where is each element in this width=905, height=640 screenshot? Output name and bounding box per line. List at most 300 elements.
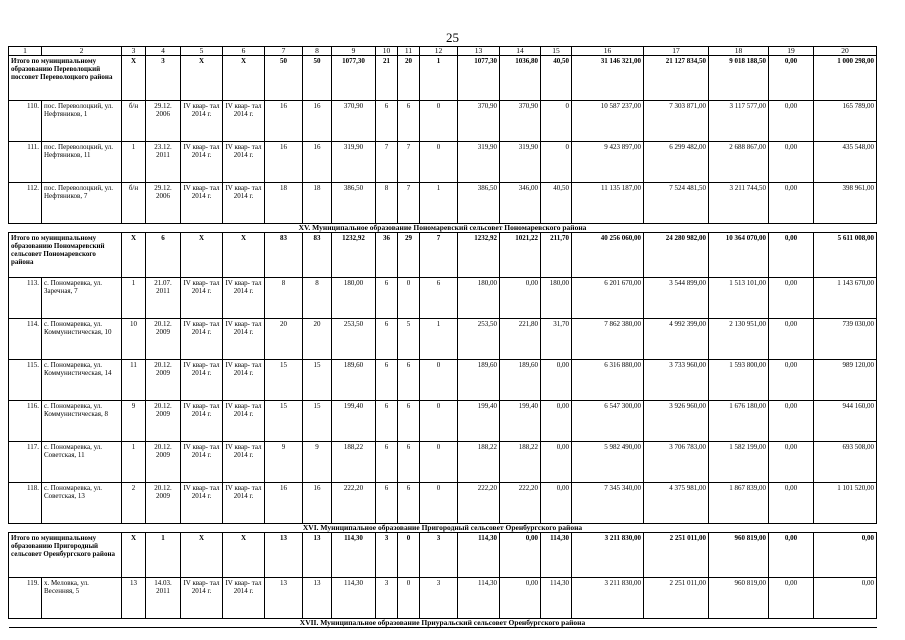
row-number-cell: 116. <box>9 401 42 442</box>
subtotal-cell: 1 000 298,00 <box>814 56 877 101</box>
row-number-cell: 113. <box>9 278 42 319</box>
table-cell: 10 587 237,00 <box>572 101 644 142</box>
table-cell: IV квар- тал 2014 г. <box>181 578 223 619</box>
table-cell: 31,70 <box>541 319 572 360</box>
table-cell: 7 862 380,00 <box>572 319 644 360</box>
table-cell: 14.03. 2011 <box>146 578 181 619</box>
table-cell: 5 <box>398 319 420 360</box>
table-cell: 11 135 187,00 <box>572 183 644 224</box>
subtotal-cell: 1036,80 <box>500 56 541 101</box>
table-cell: 199,40 <box>332 401 376 442</box>
column-number-cell: 12 <box>420 47 458 56</box>
table-cell: 435 548,00 <box>814 142 877 183</box>
column-number-cell: 7 <box>265 47 303 56</box>
table-cell: 7 <box>398 142 420 183</box>
subtotal-cell: 3 <box>420 533 458 578</box>
table-cell: 739 030,00 <box>814 319 877 360</box>
address-cell: с. Пономаревка, ул. Коммунистическая, 10 <box>42 319 122 360</box>
table-cell: 1 101 520,00 <box>814 483 877 524</box>
subtotal-cell: 1 <box>420 56 458 101</box>
table-cell: б/н <box>122 101 146 142</box>
subtotal-label: Итого по муниципальному образованию Пономаревский сельсовет Пономаревского района <box>9 233 122 278</box>
table-cell: 3 733 960,00 <box>644 360 709 401</box>
subtotal-cell: 20 <box>398 56 420 101</box>
column-number-cell: 9 <box>332 47 376 56</box>
table-cell: 6 <box>398 442 420 483</box>
subtotal-cell: 114,30 <box>458 533 500 578</box>
table-cell: 0,00 <box>541 483 572 524</box>
subtotal-cell: 0,00 <box>769 233 814 278</box>
table-cell: 0,00 <box>541 360 572 401</box>
table-cell: 6 <box>376 401 398 442</box>
table-cell: 40,50 <box>541 183 572 224</box>
table-cell: 1 593 800,00 <box>709 360 769 401</box>
table-cell: IV квар- тал 2014 г. <box>223 142 265 183</box>
table-cell: 20.12. 2009 <box>146 401 181 442</box>
table-cell: 386,50 <box>332 183 376 224</box>
table-cell: 3 544 899,00 <box>644 278 709 319</box>
subtotal-cell: 9 018 188,50 <box>709 56 769 101</box>
subtotal-cell: X <box>122 56 146 101</box>
table-cell: 1 <box>122 442 146 483</box>
table-cell: 0,00 <box>769 101 814 142</box>
subtotal-cell: 40,50 <box>541 56 572 101</box>
table-cell: 222,20 <box>500 483 541 524</box>
address-cell: с. Пономаревка, ул. Коммунистическая, 14 <box>42 360 122 401</box>
table-cell: 13 <box>122 578 146 619</box>
table-cell: 180,00 <box>541 278 572 319</box>
subtotal-cell: 10 364 070,00 <box>709 233 769 278</box>
table-cell: IV квар- тал 2014 г. <box>223 319 265 360</box>
subtotal-cell: 24 280 982,00 <box>644 233 709 278</box>
table-cell: 9 <box>265 442 303 483</box>
table-cell: IV квар- тал 2014 г. <box>181 483 223 524</box>
housing-program-table <box>8 46 877 628</box>
table-cell: 253,50 <box>458 319 500 360</box>
table-cell: 180,00 <box>332 278 376 319</box>
table-cell: IV квар- тал 2014 г. <box>181 101 223 142</box>
table-cell: 199,40 <box>500 401 541 442</box>
table-cell: 3 <box>376 578 398 619</box>
subtotal-row <box>9 233 877 278</box>
table-cell: 8 <box>376 183 398 224</box>
table-cell: 15 <box>303 401 332 442</box>
table-cell: 1 <box>122 142 146 183</box>
table-cell: 2 <box>122 483 146 524</box>
subtotal-cell: 960 819,00 <box>709 533 769 578</box>
table-cell: 1 <box>420 319 458 360</box>
table-cell: 370,90 <box>332 101 376 142</box>
column-number-cell: 14 <box>500 47 541 56</box>
table-cell: 1 867 839,00 <box>709 483 769 524</box>
table-cell: 16 <box>303 101 332 142</box>
table-cell: 114,30 <box>541 578 572 619</box>
table-cell: 0 <box>420 442 458 483</box>
column-number-cell: 19 <box>769 47 814 56</box>
column-number-cell: 3 <box>122 47 146 56</box>
table-cell: 944 160,00 <box>814 401 877 442</box>
table-cell: 6 <box>376 278 398 319</box>
table-cell: 0,00 <box>500 278 541 319</box>
column-number-cell: 13 <box>458 47 500 56</box>
column-number-cell: 6 <box>223 47 265 56</box>
table-cell: 21.07. 2011 <box>146 278 181 319</box>
table-cell: 319,90 <box>500 142 541 183</box>
table-cell: 6 <box>398 401 420 442</box>
table-cell: 6 547 300,00 <box>572 401 644 442</box>
subtotal-cell: 1232,92 <box>332 233 376 278</box>
table-row <box>9 578 877 619</box>
table-cell: 0 <box>420 101 458 142</box>
table-cell: 11 <box>122 360 146 401</box>
column-number-cell: 1 <box>9 47 42 56</box>
table-cell: 189,60 <box>458 360 500 401</box>
table-cell: 0,00 <box>541 442 572 483</box>
column-number-cell: 4 <box>146 47 181 56</box>
table-cell: IV квар- тал 2014 г. <box>223 401 265 442</box>
subtotal-cell: 0,00 <box>769 56 814 101</box>
column-number-row <box>9 47 877 56</box>
subtotal-cell: 50 <box>265 56 303 101</box>
section-title: XVI. Муниципальное образование Пригородный сельсовет Оренбургского района <box>9 524 877 533</box>
subtotal-cell: X <box>181 233 223 278</box>
subtotal-cell: 3 <box>376 533 398 578</box>
table-cell: 3 211 830,00 <box>572 578 644 619</box>
subtotal-cell: X <box>122 533 146 578</box>
row-number-cell: 112. <box>9 183 42 224</box>
table-cell: 16 <box>265 483 303 524</box>
table-cell: IV квар- тал 2014 г. <box>181 183 223 224</box>
table-cell: 0 <box>541 142 572 183</box>
row-number-cell: 117. <box>9 442 42 483</box>
table-cell: 0 <box>398 578 420 619</box>
address-cell: с. Пономаревка, ул. Заречная, 7 <box>42 278 122 319</box>
subtotal-cell: 3 <box>146 56 181 101</box>
table-cell: 15 <box>265 401 303 442</box>
subtotal-cell: 114,30 <box>541 533 572 578</box>
table-cell: 989 120,00 <box>814 360 877 401</box>
table-cell: 6 299 482,00 <box>644 142 709 183</box>
table-cell: 13 <box>265 578 303 619</box>
table-cell: 180,00 <box>458 278 500 319</box>
table-cell: IV квар- тал 2014 г. <box>223 360 265 401</box>
table-cell: 319,90 <box>458 142 500 183</box>
table-cell: 386,50 <box>458 183 500 224</box>
table-cell: 189,60 <box>332 360 376 401</box>
table-cell: 370,90 <box>458 101 500 142</box>
table-cell: 7 524 481,50 <box>644 183 709 224</box>
table-cell: 6 <box>376 483 398 524</box>
address-cell: с. Пономаревка, ул. Советская, 11 <box>42 442 122 483</box>
table-cell: 0,00 <box>814 578 877 619</box>
table-cell: 29.12. 2006 <box>146 183 181 224</box>
table-cell: 6 <box>376 319 398 360</box>
subtotal-cell: 0,00 <box>500 533 541 578</box>
table-cell: 0 <box>420 401 458 442</box>
subtotal-cell: X <box>181 56 223 101</box>
table-cell: 0,00 <box>500 578 541 619</box>
table-cell: 319,90 <box>332 142 376 183</box>
table-cell: 0,00 <box>769 578 814 619</box>
table-cell: 0,00 <box>769 360 814 401</box>
table-cell: 6 <box>376 360 398 401</box>
table-cell: 960 819,00 <box>709 578 769 619</box>
table-cell: 15 <box>265 360 303 401</box>
table-cell: 693 508,00 <box>814 442 877 483</box>
subtotal-cell: 36 <box>376 233 398 278</box>
table-cell: 15 <box>303 360 332 401</box>
table-cell: 10 <box>122 319 146 360</box>
table-cell: 7 <box>398 183 420 224</box>
table-row <box>9 101 877 142</box>
table-cell: 20.12. 2009 <box>146 319 181 360</box>
table-cell: 9 <box>303 442 332 483</box>
table-cell: 0 <box>420 483 458 524</box>
column-number-cell: 11 <box>398 47 420 56</box>
table-cell: IV квар- тал 2014 г. <box>223 101 265 142</box>
table-cell: 1 143 670,00 <box>814 278 877 319</box>
address-cell: с. Пономаревка, ул. Коммунистическая, 8 <box>42 401 122 442</box>
table-cell: 20.12. 2009 <box>146 442 181 483</box>
table-cell: 6 <box>398 483 420 524</box>
address-cell: с. Пономаревка, ул. Советская, 13 <box>42 483 122 524</box>
table-cell: 7 303 871,00 <box>644 101 709 142</box>
table-row <box>9 483 877 524</box>
table-cell: 0,00 <box>769 183 814 224</box>
column-number-cell: 2 <box>42 47 122 56</box>
table-cell: IV квар- тал 2014 г. <box>223 278 265 319</box>
column-number-cell: 10 <box>376 47 398 56</box>
row-number-cell: 115. <box>9 360 42 401</box>
table-cell: 114,30 <box>458 578 500 619</box>
table-cell: 8 <box>303 278 332 319</box>
table-cell: 221,80 <box>500 319 541 360</box>
table-cell: 0,00 <box>769 401 814 442</box>
table-cell: IV квар- тал 2014 г. <box>223 483 265 524</box>
table-row <box>9 360 877 401</box>
table-row <box>9 401 877 442</box>
table-cell: 16 <box>303 142 332 183</box>
table-cell: 0,00 <box>769 278 814 319</box>
table-cell: 188,22 <box>458 442 500 483</box>
table-cell: 188,22 <box>500 442 541 483</box>
row-number-cell: 114. <box>9 319 42 360</box>
subtotal-label: Итого по муниципальному образованию Переволоцкий поссовет Переволоцкого района <box>9 56 122 101</box>
table-cell: 0,00 <box>769 319 814 360</box>
subtotal-cell: X <box>223 233 265 278</box>
table-cell: 20.12. 2009 <box>146 360 181 401</box>
table-cell: 222,20 <box>458 483 500 524</box>
table-row <box>9 278 877 319</box>
table-cell: 2 130 951,00 <box>709 319 769 360</box>
subtotal-cell: X <box>223 533 265 578</box>
subtotal-cell: 1232,92 <box>458 233 500 278</box>
subtotal-cell: 2 251 011,00 <box>644 533 709 578</box>
table-cell: 5 982 490,00 <box>572 442 644 483</box>
row-number-cell: 111. <box>9 142 42 183</box>
table-cell: 370,90 <box>500 101 541 142</box>
table-cell: 8 <box>265 278 303 319</box>
section-header-row <box>9 524 877 533</box>
subtotal-cell: 0,00 <box>769 533 814 578</box>
table-cell: 7 345 340,00 <box>572 483 644 524</box>
table-cell: 23.12. 2011 <box>146 142 181 183</box>
subtotal-cell: 83 <box>265 233 303 278</box>
subtotal-cell: 31 146 321,00 <box>572 56 644 101</box>
subtotal-cell: 13 <box>303 533 332 578</box>
subtotal-cell: X <box>223 56 265 101</box>
column-number-cell: 16 <box>572 47 644 56</box>
table-cell: 9 <box>122 401 146 442</box>
table-cell: 0,00 <box>769 142 814 183</box>
address-cell: пос. Переволоцкий, ул. Нефтяников, 1 <box>42 101 122 142</box>
subtotal-cell: 0 <box>398 533 420 578</box>
subtotal-cell: 211,70 <box>541 233 572 278</box>
table-cell: 2 251 011,00 <box>644 578 709 619</box>
table-cell: IV квар- тал 2014 г. <box>181 142 223 183</box>
table-cell: 3 926 960,00 <box>644 401 709 442</box>
table-cell: 0 <box>398 278 420 319</box>
section-title: XV. Муниципальное образование Пономаревский сельсовет Пономаревского района <box>9 224 877 233</box>
table-cell: IV квар- тал 2014 г. <box>181 360 223 401</box>
table-cell: 6 <box>376 101 398 142</box>
table-cell: 20 <box>303 319 332 360</box>
table-cell: 3 211 744,50 <box>709 183 769 224</box>
table-cell: 4 992 399,00 <box>644 319 709 360</box>
table-cell: 1 676 180,00 <box>709 401 769 442</box>
subtotal-label: Итого по муниципальному образованию Пригородный сельсовет Оренбургского района <box>9 533 122 578</box>
table-cell: IV квар- тал 2014 г. <box>181 319 223 360</box>
subtotal-cell: X <box>122 233 146 278</box>
table-cell: 4 375 981,00 <box>644 483 709 524</box>
column-number-cell: 8 <box>303 47 332 56</box>
table-cell: 13 <box>303 578 332 619</box>
subtotal-cell: 13 <box>265 533 303 578</box>
table-cell: 6 201 670,00 <box>572 278 644 319</box>
subtotal-cell: 29 <box>398 233 420 278</box>
section-header-row <box>9 619 877 628</box>
subtotal-cell: 7 <box>420 233 458 278</box>
table-cell: 18 <box>265 183 303 224</box>
page-number: 25 <box>446 30 459 45</box>
table-cell: IV квар- тал 2014 г. <box>181 278 223 319</box>
subtotal-cell: 1 <box>146 533 181 578</box>
subtotal-cell: 3 211 830,00 <box>572 533 644 578</box>
table-cell: 0 <box>541 101 572 142</box>
row-number-cell: 110. <box>9 101 42 142</box>
table-cell: 9 423 897,00 <box>572 142 644 183</box>
table-cell: IV квар- тал 2014 г. <box>223 183 265 224</box>
table-cell: IV квар- тал 2014 г. <box>181 442 223 483</box>
table-cell: IV квар- тал 2014 г. <box>223 442 265 483</box>
table-row <box>9 142 877 183</box>
table-cell: 0 <box>420 360 458 401</box>
table-cell: 6 <box>398 101 420 142</box>
subtotal-cell: 0,00 <box>814 533 877 578</box>
table-cell: 189,60 <box>500 360 541 401</box>
subtotal-cell: 5 611 008,00 <box>814 233 877 278</box>
table-cell: б/н <box>122 183 146 224</box>
table-cell: 398 961,00 <box>814 183 877 224</box>
table-cell: 7 <box>376 142 398 183</box>
table-cell: 16 <box>265 142 303 183</box>
table-cell: 0,00 <box>541 401 572 442</box>
subtotal-cell: 1077,30 <box>458 56 500 101</box>
table-cell: 2 688 867,00 <box>709 142 769 183</box>
column-number-cell: 18 <box>709 47 769 56</box>
table-cell: 165 789,00 <box>814 101 877 142</box>
table-cell: 3 706 783,00 <box>644 442 709 483</box>
table-cell: 1 513 101,00 <box>709 278 769 319</box>
table-cell: 18 <box>303 183 332 224</box>
address-cell: пос. Переволоцкий, ул. Нефтяников, 11 <box>42 142 122 183</box>
subtotal-row <box>9 533 877 578</box>
address-cell: х. Меловка, ул. Весенняя, 5 <box>42 578 122 619</box>
table-cell: 6 316 880,00 <box>572 360 644 401</box>
table-cell: 6 <box>398 360 420 401</box>
table-cell: 20.12. 2009 <box>146 483 181 524</box>
table-cell: 20 <box>265 319 303 360</box>
column-number-cell: 15 <box>541 47 572 56</box>
table-row <box>9 319 877 360</box>
table-cell: 188,22 <box>332 442 376 483</box>
subtotal-cell: 114,30 <box>332 533 376 578</box>
table-cell: 0,00 <box>769 442 814 483</box>
column-number-cell: 20 <box>814 47 877 56</box>
subtotal-cell: 21 127 834,50 <box>644 56 709 101</box>
subtotal-cell: 83 <box>303 233 332 278</box>
table-body <box>9 47 877 628</box>
row-number-cell: 119. <box>9 578 42 619</box>
subtotal-cell: 50 <box>303 56 332 101</box>
table-cell: 222,20 <box>332 483 376 524</box>
subtotal-cell: 40 256 060,00 <box>572 233 644 278</box>
table-cell: 253,50 <box>332 319 376 360</box>
subtotal-cell: X <box>181 533 223 578</box>
table-cell: 346,00 <box>500 183 541 224</box>
column-number-cell: 17 <box>644 47 709 56</box>
table-cell: IV квар- тал 2014 г. <box>223 578 265 619</box>
table-cell: 16 <box>265 101 303 142</box>
table-cell: 0 <box>420 142 458 183</box>
column-number-cell: 5 <box>181 47 223 56</box>
table-cell: IV квар- тал 2014 г. <box>181 401 223 442</box>
table-cell: 1 <box>122 278 146 319</box>
table-row <box>9 442 877 483</box>
table-cell: 1 <box>420 183 458 224</box>
table-cell: 3 <box>420 578 458 619</box>
subtotal-row <box>9 56 877 101</box>
table-cell: 29.12. 2006 <box>146 101 181 142</box>
table-cell: 199,40 <box>458 401 500 442</box>
table-cell: 114,30 <box>332 578 376 619</box>
subtotal-cell: 21 <box>376 56 398 101</box>
subtotal-cell: 1077,30 <box>332 56 376 101</box>
subtotal-cell: 6 <box>146 233 181 278</box>
table-cell: 1 582 199,00 <box>709 442 769 483</box>
section-title: XVII. Муниципальное образование Приуральский сельсовет Оренбургского района <box>9 619 877 628</box>
table-cell: 6 <box>420 278 458 319</box>
table-cell: 0,00 <box>769 483 814 524</box>
address-cell: пос. Переволоцкий, ул. Нефтяников, 7 <box>42 183 122 224</box>
table-row <box>9 183 877 224</box>
table-cell: 3 117 577,00 <box>709 101 769 142</box>
table-cell: 6 <box>376 442 398 483</box>
table-cell: 16 <box>303 483 332 524</box>
subtotal-cell: 1021,22 <box>500 233 541 278</box>
section-header-row <box>9 224 877 233</box>
row-number-cell: 118. <box>9 483 42 524</box>
